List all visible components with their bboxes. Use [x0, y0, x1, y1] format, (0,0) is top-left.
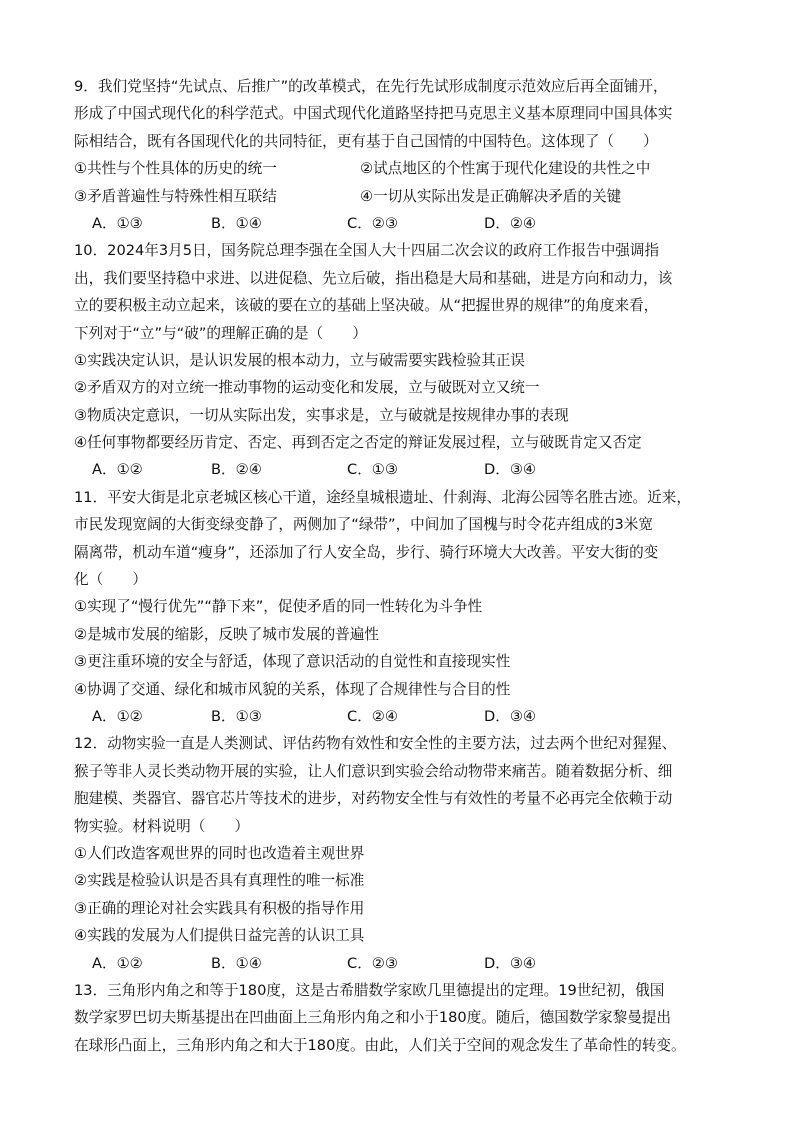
- statement-3: ③正确的理论对社会实践具有积极的指导作用: [74, 899, 365, 917]
- question-12: [74, 730, 734, 977]
- statement-row: [74, 183, 734, 210]
- question-9: [74, 73, 734, 237]
- statement-2: ②是城市发展的缩影，反映了城市发展的普遍性: [74, 625, 379, 643]
- exam-page: [74, 73, 734, 1059]
- choice-a: A．①②: [92, 954, 143, 972]
- question-11: [74, 484, 734, 731]
- question-text-line: 9．我们党坚持“先试点、后推广”的改革模式，在先行先试形成制度示范效应后再全面铺开，: [74, 78, 668, 95]
- question-text-line: 出，我们要坚持稳中求进、以进促稳、先立后破，指出稳是大局和基础，进是方向和动力，该: [74, 269, 673, 287]
- statement-1: ①人们改造客观世界的同时也改造着主观世界: [74, 844, 365, 862]
- choice-b: B．①③: [211, 707, 262, 725]
- answer-choices: [74, 703, 734, 730]
- question-text-line: 化（ ）: [74, 571, 147, 589]
- choice-b: B．①④: [211, 954, 262, 972]
- answer-choices: [74, 456, 734, 483]
- question-text-line: 物实验。材料说明（ ）: [74, 817, 250, 835]
- choice-a: A．①③: [92, 214, 143, 232]
- statement-3: ③物质决定意识，一切从实际出发，实事求是，立与破就是按规律办事的表现: [74, 406, 569, 424]
- question-text-line: 际相结合，既有各国现代化的共同特征，更有基于自己国情的中国特色。这体现了（ ）: [74, 132, 658, 150]
- statement-4: ④任何事物都要经历肯定、否定、再到否定之否定的辩证发展过程，立与破既肯定又否定: [74, 434, 642, 452]
- statement-1: ①实现了“慢行优先”“静下来”，促使矛盾的同一性转化为斗争性: [74, 598, 483, 616]
- statement-4: ④实践的发展为人们提供日益完善的认识工具: [74, 927, 365, 945]
- question-text-line: 形成了中国式现代化的科学范式。中国式现代化道路坚持把马克思主义基本原理同中国具体实: [74, 105, 673, 123]
- statement-2: ②矛盾双方的对立统一推动事物的运动变化和发展，立与破既对立又统一: [74, 379, 540, 397]
- question-text-line: 猴子等非人灵长类动物开展的实验，让人们意识到实验会给动物带来痛苦。随着数据分析、细: [74, 762, 673, 780]
- answer-choices: [74, 210, 734, 237]
- choice-a: A．①②: [92, 707, 143, 725]
- choice-d: D．③④: [484, 954, 536, 972]
- choice-b: B．②④: [211, 461, 262, 479]
- choice-b: B．①④: [211, 214, 262, 232]
- question-text-line: 胞建模、类器官、器官芯片等技术的进步，对药物安全性与有效性的考量不必再完全依赖于动: [74, 790, 673, 808]
- choice-c: C．②③: [347, 214, 398, 232]
- statement-1: ①共性与个性具体的历史的统一: [74, 160, 277, 178]
- statement-2: ②试点地区的个性寓于现代化建设的共性之中: [360, 160, 651, 178]
- statement-1: ①实践决定认识，是认识发展的根本动力，立与破需要实践检验其正误: [74, 351, 525, 369]
- choice-d: D．③④: [484, 707, 536, 725]
- statement-2: ②实践是检验认识是否具有真理性的唯一标准: [74, 872, 365, 890]
- choice-c: C．②④: [347, 707, 398, 725]
- choice-c: C．②③: [347, 954, 398, 972]
- statement-3: ③更注重环境的安全与舒适，体现了意识活动的自觉性和直接现实性: [74, 653, 511, 671]
- question-text-line: 11．平安大街是北京老城区核心干道，途经皇城根遗址、什刹海、北海公园等名胜古迹。近来，: [74, 488, 691, 506]
- choice-d: D．③④: [484, 461, 536, 479]
- choice-d: D．②④: [484, 214, 536, 232]
- question-text-line: 立的要积极主动立起来，该破的要在立的基础上坚决破。从“把握世界的规律”的角度来看，: [74, 297, 659, 315]
- question-10: [74, 237, 734, 484]
- question-text-line: 数学家罗巴切夫斯基提出在凹曲面上三角形内角之和小于180度。随后，德国数学家黎曼提出: [74, 1009, 672, 1027]
- question-text-line: 下列对于“立”与“破”的理解正确的是（ ）: [74, 324, 367, 342]
- answer-choices: [74, 950, 734, 977]
- question-text-line: 市民发现宽阔的大街变绿变静了，两侧加了“绿带”，中间加了国槐与时令花卉组成的3米宽: [74, 516, 653, 534]
- question-text-line: 13．三角形内角之和等于180度，这是古希腊数学家欧几里德提出的定理。19世纪初，俄国: [74, 981, 665, 999]
- statement-3: ③矛盾普遍性与特殊性相互联结: [74, 187, 277, 205]
- statement-4: ④一切从实际出发是正确解决矛盾的关键: [360, 187, 622, 205]
- question-text-line: 10．2024年3月5日，国务院总理李强在全国人大十四届二次会议的政府工作报告中强调指: [74, 242, 660, 260]
- statement-4: ④协调了交通、绿化和城市风貌的关系，体现了合规律性与合目的性: [74, 680, 511, 698]
- question-text-line: 隔离带，机动车道“瘦身”，还添加了行人安全岛，步行、骑行环境大大改善。平安大街的变: [74, 543, 659, 561]
- question-text-line: 12．动物实验一直是人类测试、评估药物有效性和安全性的主要方法，过去两个世纪对猩猩、: [74, 735, 677, 753]
- choice-a: A．①②: [92, 461, 143, 479]
- statement-row: [74, 155, 734, 182]
- choice-c: C．①③: [347, 461, 398, 479]
- question-13: [74, 977, 734, 1059]
- question-text-line: 在球形凸面上，三角形内角之和大于180度。由此，人们关于空间的观念发生了革命性的转变。: [74, 1036, 686, 1054]
